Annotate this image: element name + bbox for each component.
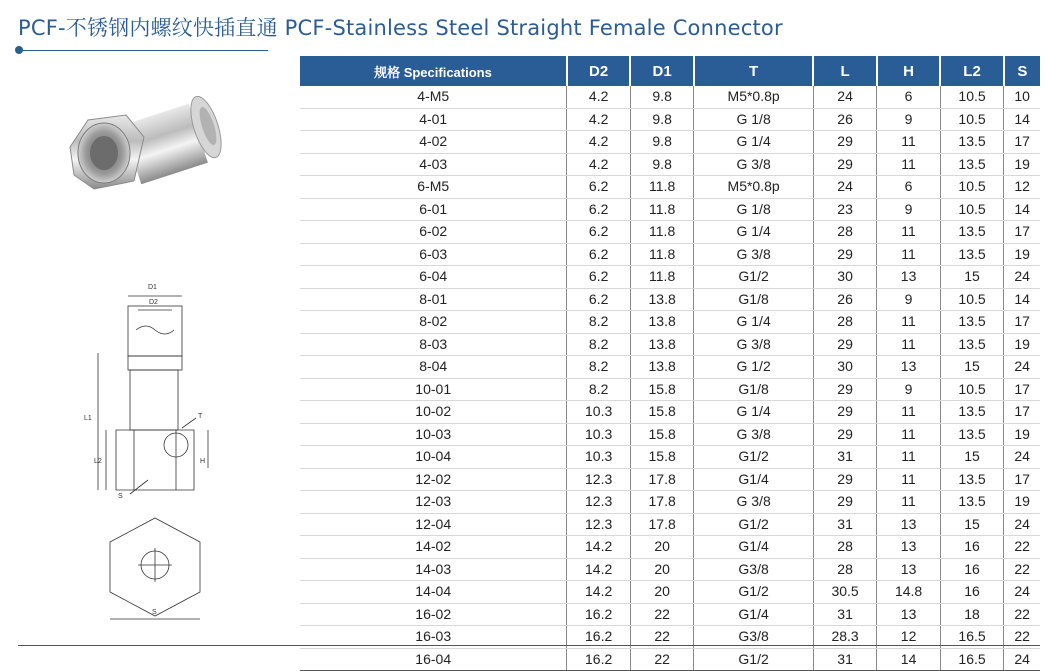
table-cell: 11 xyxy=(877,446,940,469)
table-cell: 13.5 xyxy=(940,491,1003,514)
table-cell: 15.8 xyxy=(630,423,693,446)
title-underline xyxy=(18,50,268,51)
table-cell: 13 xyxy=(877,536,940,559)
table-cell: 15 xyxy=(940,266,1003,289)
table-cell: 4-02 xyxy=(300,131,567,154)
table-cell: 31 xyxy=(813,648,876,671)
table-cell: 14.2 xyxy=(567,536,630,559)
table-cell: 20 xyxy=(630,536,693,559)
table-cell: 6 xyxy=(877,176,940,199)
table-cell: 31 xyxy=(813,603,876,626)
table-cell: 23 xyxy=(813,198,876,221)
table-cell: 6-04 xyxy=(300,266,567,289)
table-row xyxy=(300,468,1040,491)
table-row xyxy=(300,288,1040,311)
table-cell: 13.5 xyxy=(940,333,1003,356)
table-cell: 28 xyxy=(813,558,876,581)
table-cell: G 1/4 xyxy=(694,131,813,154)
table-row xyxy=(300,153,1040,176)
table-cell: 11.8 xyxy=(630,198,693,221)
table-cell: 15 xyxy=(940,446,1003,469)
table-cell: 29 xyxy=(813,491,876,514)
table-cell: G 3/8 xyxy=(694,491,813,514)
table-cell: 9 xyxy=(877,198,940,221)
column-header: S xyxy=(1004,56,1040,86)
table-cell: 14 xyxy=(1004,198,1040,221)
table-cell: 11 xyxy=(877,243,940,266)
table-cell: 16 xyxy=(940,536,1003,559)
table-cell: 24 xyxy=(813,86,876,108)
table-cell: 11.8 xyxy=(630,266,693,289)
table-cell: 14-03 xyxy=(300,558,567,581)
table-cell: G 3/8 xyxy=(694,423,813,446)
table-cell: 17 xyxy=(1004,221,1040,244)
table-cell: 28 xyxy=(813,221,876,244)
table-cell: 14 xyxy=(1004,108,1040,131)
table-row xyxy=(300,86,1040,108)
table-cell: 10.5 xyxy=(940,176,1003,199)
table-cell: 8.2 xyxy=(567,333,630,356)
table-cell: 16-04 xyxy=(300,648,567,671)
table-cell: 29 xyxy=(813,401,876,424)
column-header: H xyxy=(877,56,940,86)
table-cell: 15.8 xyxy=(630,401,693,424)
table-cell: 16.5 xyxy=(940,626,1003,649)
table-cell: 13.5 xyxy=(940,131,1003,154)
table-cell: 29 xyxy=(813,468,876,491)
table-cell: G1/2 xyxy=(694,266,813,289)
table-cell: 22 xyxy=(630,603,693,626)
table-cell: 17 xyxy=(1004,378,1040,401)
table-cell: G1/8 xyxy=(694,288,813,311)
table-cell: 14.2 xyxy=(567,581,630,604)
table-cell: 29 xyxy=(813,243,876,266)
table-cell: 8-02 xyxy=(300,311,567,334)
table-cell: 10 xyxy=(1004,86,1040,108)
table-cell: 8.2 xyxy=(567,356,630,379)
table-cell: 13.8 xyxy=(630,311,693,334)
d1-label: D1 xyxy=(148,284,157,291)
page-title: PCF-不锈钢内螺纹快插直通 PCF-Stainless Steel Straight Female Connector xyxy=(18,16,783,40)
table-cell: 13.8 xyxy=(630,288,693,311)
table-cell: 17.8 xyxy=(630,468,693,491)
table-cell: 9.8 xyxy=(630,86,693,108)
table-row xyxy=(300,648,1040,671)
table-cell: G3/8 xyxy=(694,558,813,581)
table-cell: 18 xyxy=(940,603,1003,626)
table-cell: G 1/8 xyxy=(694,198,813,221)
table-body xyxy=(300,86,1040,671)
table-row xyxy=(300,108,1040,131)
table-cell: 14 xyxy=(1004,288,1040,311)
table-cell: 29 xyxy=(813,333,876,356)
table-cell: 29 xyxy=(813,378,876,401)
column-header: L xyxy=(813,56,876,86)
table-cell: 6.2 xyxy=(567,266,630,289)
table-cell: 17.8 xyxy=(630,491,693,514)
table-cell: 6-02 xyxy=(300,221,567,244)
tube-break-line xyxy=(136,326,174,334)
h-label: H xyxy=(200,458,206,465)
column-header: D1 xyxy=(630,56,693,86)
table-cell: 29 xyxy=(813,153,876,176)
table-cell: 16 xyxy=(940,581,1003,604)
table-row xyxy=(300,378,1040,401)
table-cell: 13 xyxy=(877,603,940,626)
table-cell: G1/8 xyxy=(694,378,813,401)
table-cell: 30.5 xyxy=(813,581,876,604)
table-cell: 29 xyxy=(813,131,876,154)
table-cell: 14.2 xyxy=(567,558,630,581)
table-cell: 13.8 xyxy=(630,333,693,356)
table-cell: 12 xyxy=(877,626,940,649)
table-cell: M5*0.8p xyxy=(694,86,813,108)
table-cell: 6 xyxy=(877,86,940,108)
t-label: T xyxy=(198,413,203,420)
table-cell: 6-01 xyxy=(300,198,567,221)
column-header: D2 xyxy=(567,56,630,86)
table-cell: 9 xyxy=(877,288,940,311)
table-cell: 6.2 xyxy=(567,221,630,244)
table-cell: 11 xyxy=(877,423,940,446)
table-cell: 30 xyxy=(813,266,876,289)
table-cell: 8.2 xyxy=(567,378,630,401)
table-cell: 16.5 xyxy=(940,648,1003,671)
table-cell: 4.2 xyxy=(567,86,630,108)
table-cell: 6-M5 xyxy=(300,176,567,199)
table-cell: 26 xyxy=(813,108,876,131)
table-cell: G 1/8 xyxy=(694,108,813,131)
table-cell: 17 xyxy=(1004,311,1040,334)
table-cell: 13.5 xyxy=(940,221,1003,244)
table-cell: 19 xyxy=(1004,333,1040,356)
table-cell: 11 xyxy=(877,311,940,334)
table-row xyxy=(300,221,1040,244)
table-cell: 22 xyxy=(1004,603,1040,626)
table-cell: G1/4 xyxy=(694,603,813,626)
table-header-row xyxy=(300,56,1040,86)
table-cell: 28.3 xyxy=(813,626,876,649)
table-cell: 10.3 xyxy=(567,423,630,446)
table-cell: 16.2 xyxy=(567,648,630,671)
table-cell: 31 xyxy=(813,446,876,469)
table-row xyxy=(300,401,1040,424)
table-cell: 6.2 xyxy=(567,176,630,199)
table-cell: 10.5 xyxy=(940,86,1003,108)
table-cell: 10-03 xyxy=(300,423,567,446)
bottom-divider xyxy=(18,645,1040,646)
table-cell: 12-02 xyxy=(300,468,567,491)
table-cell: 31 xyxy=(813,513,876,536)
table-row xyxy=(300,581,1040,604)
table-cell: 19 xyxy=(1004,243,1040,266)
table-cell: 24 xyxy=(1004,513,1040,536)
table-cell: G 1/4 xyxy=(694,401,813,424)
l2-label: L2 xyxy=(94,458,102,465)
table-cell: 29 xyxy=(813,423,876,446)
table-cell: 13.5 xyxy=(940,423,1003,446)
table-cell: 20 xyxy=(630,558,693,581)
table-cell: 11 xyxy=(877,401,940,424)
table-cell: 24 xyxy=(1004,266,1040,289)
table-cell: 10.3 xyxy=(567,401,630,424)
table-cell: 22 xyxy=(630,648,693,671)
table-cell: G1/4 xyxy=(694,468,813,491)
table-cell: 11 xyxy=(877,153,940,176)
table-cell: 14.8 xyxy=(877,581,940,604)
dimension-drawing xyxy=(78,280,238,510)
table-cell: 10.5 xyxy=(940,288,1003,311)
table-row xyxy=(300,603,1040,626)
table-row xyxy=(300,333,1040,356)
table-cell: 13.5 xyxy=(940,401,1003,424)
table-row xyxy=(300,423,1040,446)
table-cell: 13.8 xyxy=(630,356,693,379)
table-row xyxy=(300,491,1040,514)
table-cell: 13 xyxy=(877,356,940,379)
s-side-label: S xyxy=(118,493,123,500)
table-cell: 6.2 xyxy=(567,288,630,311)
table-row xyxy=(300,243,1040,266)
table-cell: 9.8 xyxy=(630,108,693,131)
table-cell: 17 xyxy=(1004,468,1040,491)
table-row xyxy=(300,266,1040,289)
table-row xyxy=(300,446,1040,469)
table-cell: G1/2 xyxy=(694,446,813,469)
table-cell: 16-02 xyxy=(300,603,567,626)
table-cell: 15 xyxy=(940,513,1003,536)
table-cell: 24 xyxy=(1004,648,1040,671)
table-row xyxy=(300,131,1040,154)
table-cell: 12-03 xyxy=(300,491,567,514)
table-cell: 11.8 xyxy=(630,221,693,244)
table-cell: 8.2 xyxy=(567,311,630,334)
collet-top xyxy=(128,306,182,356)
table-cell: 19 xyxy=(1004,153,1040,176)
table-cell: 30 xyxy=(813,356,876,379)
table-cell: 11 xyxy=(877,333,940,356)
table-cell: 19 xyxy=(1004,423,1040,446)
collet-ring xyxy=(128,356,182,370)
table-cell: 4-03 xyxy=(300,153,567,176)
table-row xyxy=(300,176,1040,199)
table-cell: 10.3 xyxy=(567,446,630,469)
table-cell: 12.3 xyxy=(567,513,630,536)
table-cell: 16.2 xyxy=(567,603,630,626)
table-cell: 4.2 xyxy=(567,131,630,154)
table-cell: 12.3 xyxy=(567,491,630,514)
table-cell: 28 xyxy=(813,536,876,559)
table-cell: 13.5 xyxy=(940,468,1003,491)
table-cell: G1/2 xyxy=(694,648,813,671)
table-cell: 20 xyxy=(630,581,693,604)
table-cell: 12-04 xyxy=(300,513,567,536)
table-cell: 24 xyxy=(1004,581,1040,604)
hex-section xyxy=(116,430,194,490)
column-header: 规格 Specifications xyxy=(300,56,567,86)
s-hex-label: S xyxy=(152,609,157,616)
table-cell: 11.8 xyxy=(630,176,693,199)
table-row xyxy=(300,513,1040,536)
table-cell: G 1/4 xyxy=(694,311,813,334)
table-cell: 10-01 xyxy=(300,378,567,401)
table-cell: 14-02 xyxy=(300,536,567,559)
table-cell: 4.2 xyxy=(567,108,630,131)
table-row xyxy=(300,198,1040,221)
table-cell: 13 xyxy=(877,558,940,581)
table-cell: 24 xyxy=(1004,446,1040,469)
table-cell: G 1/2 xyxy=(694,356,813,379)
table-cell: 9 xyxy=(877,108,940,131)
d2-label: D2 xyxy=(149,299,158,306)
table-cell: 6.2 xyxy=(567,243,630,266)
l1-label: L1 xyxy=(84,415,92,422)
table-cell: 9.8 xyxy=(630,131,693,154)
column-header: L2 xyxy=(940,56,1003,86)
table-cell: 22 xyxy=(1004,558,1040,581)
table-cell: 11 xyxy=(877,491,940,514)
table-cell: 13 xyxy=(877,513,940,536)
table-cell: 9.8 xyxy=(630,153,693,176)
table-cell: 24 xyxy=(813,176,876,199)
table-cell: 13 xyxy=(877,266,940,289)
product-photo xyxy=(60,85,230,225)
table-cell: 22 xyxy=(1004,626,1040,649)
table-cell: 4-M5 xyxy=(300,86,567,108)
table-cell: G 3/8 xyxy=(694,333,813,356)
table-cell: 4-01 xyxy=(300,108,567,131)
table-cell: 8-03 xyxy=(300,333,567,356)
table-cell: 10.5 xyxy=(940,108,1003,131)
table-cell: 17 xyxy=(1004,131,1040,154)
table-row xyxy=(300,356,1040,379)
table-cell: 17 xyxy=(1004,401,1040,424)
table-cell: 10.5 xyxy=(940,198,1003,221)
table-cell: 13.5 xyxy=(940,243,1003,266)
table-cell: 12.3 xyxy=(567,468,630,491)
table-cell: 11 xyxy=(877,221,940,244)
table-cell: G 3/8 xyxy=(694,243,813,266)
table-cell: 9 xyxy=(877,378,940,401)
table-cell: 13.5 xyxy=(940,311,1003,334)
table-cell: 15.8 xyxy=(630,378,693,401)
table-cell: 28 xyxy=(813,311,876,334)
table-cell: 10.5 xyxy=(940,378,1003,401)
table-cell: 10-02 xyxy=(300,401,567,424)
column-header: T xyxy=(694,56,813,86)
table-cell: M5*0.8p xyxy=(694,176,813,199)
table-cell: 15 xyxy=(940,356,1003,379)
table-cell: 6-03 xyxy=(300,243,567,266)
specifications-table xyxy=(300,56,1040,671)
table-cell: 17.8 xyxy=(630,513,693,536)
table-cell: 16.2 xyxy=(567,626,630,649)
table-cell: 6.2 xyxy=(567,198,630,221)
table-cell: G 3/8 xyxy=(694,153,813,176)
table-cell: 14-04 xyxy=(300,581,567,604)
table-row xyxy=(300,558,1040,581)
table-cell: G3/8 xyxy=(694,626,813,649)
table-cell: G1/2 xyxy=(694,513,813,536)
table-cell: 8-04 xyxy=(300,356,567,379)
table-cell: 16 xyxy=(940,558,1003,581)
fitting-body xyxy=(70,93,227,189)
table-cell: G1/2 xyxy=(694,581,813,604)
table-cell: 11 xyxy=(877,468,940,491)
table-cell: 11 xyxy=(877,131,940,154)
table-cell: 10-04 xyxy=(300,446,567,469)
body-shank xyxy=(130,370,178,430)
table-cell: 13.5 xyxy=(940,153,1003,176)
table-row xyxy=(300,536,1040,559)
table-cell: 8-01 xyxy=(300,288,567,311)
table-cell: 24 xyxy=(1004,356,1040,379)
table-cell: G 1/4 xyxy=(694,221,813,244)
table-cell: 12 xyxy=(1004,176,1040,199)
table-row xyxy=(300,311,1040,334)
table-cell: 15.8 xyxy=(630,446,693,469)
hex-end-view xyxy=(100,515,210,625)
table-cell: 16-03 xyxy=(300,626,567,649)
table-cell: 22 xyxy=(1004,536,1040,559)
table-cell: 11.8 xyxy=(630,243,693,266)
table-cell: 19 xyxy=(1004,491,1040,514)
table-cell: 22 xyxy=(630,626,693,649)
table-cell: 26 xyxy=(813,288,876,311)
table-cell: 14 xyxy=(877,648,940,671)
table-cell: G1/4 xyxy=(694,536,813,559)
table-cell: 4.2 xyxy=(567,153,630,176)
